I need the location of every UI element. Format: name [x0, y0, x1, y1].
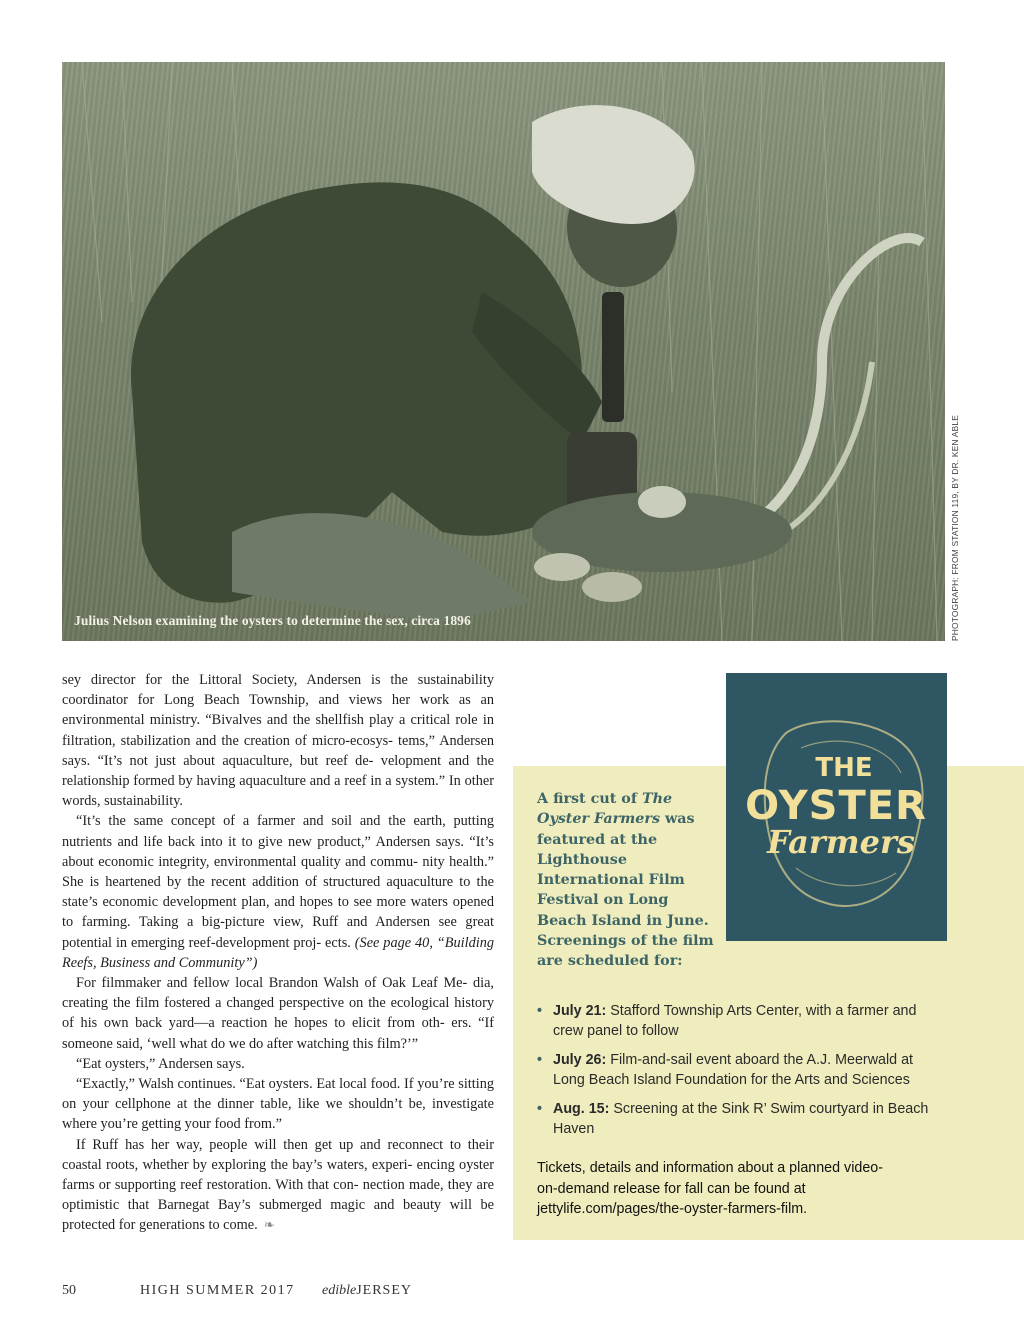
- end-mark-icon: ❧: [263, 1217, 275, 1233]
- photo-credit: [949, 411, 963, 641]
- event-text: Stafford Township Arts Center, with a farmer and crew panel to follow: [553, 1003, 917, 1039]
- article-paragraph: For filmmaker and fellow local Brandon Walsh of Oak Leaf Me- dia, creating the film fostered a changed perspective on the ecological history of his own back yard—a reaction he hopes to elicit from oth- ers. “If someone said, ‘well what do we do after watching this film?’”: [62, 975, 494, 1052]
- logo-line-farmers: Farmers: [767, 823, 915, 861]
- film-title: The Oyster Farmers: [537, 791, 673, 828]
- event-date: July 21:: [553, 1003, 607, 1019]
- logo-line-the: THE: [815, 753, 873, 783]
- event-text: Film-and-sail event aboard the A.J. Meerwald at Long Beach Island Foundation for the Arts and Sciences: [553, 1052, 913, 1088]
- heading-post: was featured at the Lighthouse International Film Festival on Long Beach Island in June. Screenings of the film are scheduled for:: [537, 811, 714, 970]
- list-item: [537, 1001, 947, 1041]
- article-paragraph-text: “It’s the same concept of a farmer and soil and the earth, putting nutrients and life back into it to give new product,” Andersen says. “It’s about economic integrity, environmental quality and commu- nity health.” She is heartened by the recent addition of structured aquaculture to the state’s economic development plan, and hopes to see more waters opened to farming. Taking a big-picture view, Ruff and Andersen see great potential in emerging reef-development proj- ects.: [62, 813, 494, 951]
- event-date: Aug. 15:: [553, 1101, 610, 1117]
- event-date: July 26:: [553, 1052, 607, 1068]
- bullet-icon: •: [537, 1052, 543, 1068]
- photo-caption: Julius Nelson examining the oysters to determine the sex, circa 1896: [74, 613, 471, 628]
- article-paragraph-text: If Ruff has her way, people will then get up and reconnect to their coastal roots, whether by exploring the bay’s waters, experi- encing oyster farms or supporting reef restoration. With that con- nection made, they are optimistic that Barnegat Bay’s submerged magic and beauty will be protected for generations to come.: [62, 1136, 494, 1234]
- logo-graphic: [726, 673, 947, 941]
- article-paragraph: “Eat oysters,” Andersen says.: [76, 1055, 245, 1072]
- screening-list: [537, 1001, 947, 1148]
- bullet-icon: •: [537, 1003, 543, 1019]
- issue-label: HIGH SUMMER 2017: [140, 1283, 295, 1298]
- oyster-farmers-logo: [726, 673, 947, 941]
- article-paragraph: sey director for the Littoral Society, Andersen is the sustainability coordinator for Long Beach Township, and views her work as an environmental ministry. “Bivalves and the shellfish play a critical role in filtration, stabilization and the creation of micro-ecosys- tems,” Andersen says. “It’s not just about aquaculture, but reef de- velopment and the relationship formed by having aquaculture and a reef in a system.” In other words, sustainability.: [62, 672, 494, 810]
- photo-illustration: [62, 62, 945, 641]
- event-text: Screening at the Sink R’ Swim courtyard in Beach Haven: [553, 1101, 929, 1137]
- tickets-info: Tickets, details and information about a planned video-on-demand release for fall can be found at jettylife.com/pages/the-oyster-farmers-film.: [537, 1160, 883, 1217]
- bullet-icon: •: [537, 1101, 543, 1117]
- article-paragraph: [62, 811, 494, 973]
- article-body: [62, 670, 494, 1236]
- publication-edible: edible: [322, 1283, 357, 1298]
- photo-credit-text: PHOTOGRAPH: FROM STATION 119, BY DR. KEN ABLE: [950, 414, 960, 641]
- article-paragraph: [62, 1135, 494, 1236]
- article-paragraph: “Exactly,” Walsh continues. “Eat oysters. Eat local food. If you’re sitting on your cellphone at the dinner table, like we shouldn’t be, investigate where you’re getting your food from.”: [62, 1076, 494, 1133]
- publication-state: JERSEY: [356, 1283, 413, 1298]
- page-number: 50: [62, 1283, 76, 1298]
- logo-line-oyster: OYSTER: [745, 783, 927, 829]
- list-item: [537, 1050, 947, 1090]
- publication-name: [322, 1283, 413, 1299]
- list-item: [537, 1099, 947, 1139]
- archival-photograph: [62, 62, 945, 641]
- heading-pre: A first cut of: [537, 791, 637, 807]
- screening-heading: [537, 789, 717, 972]
- cross-reference: (See page 40, “Building Reefs, Business and Community”): [62, 934, 494, 971]
